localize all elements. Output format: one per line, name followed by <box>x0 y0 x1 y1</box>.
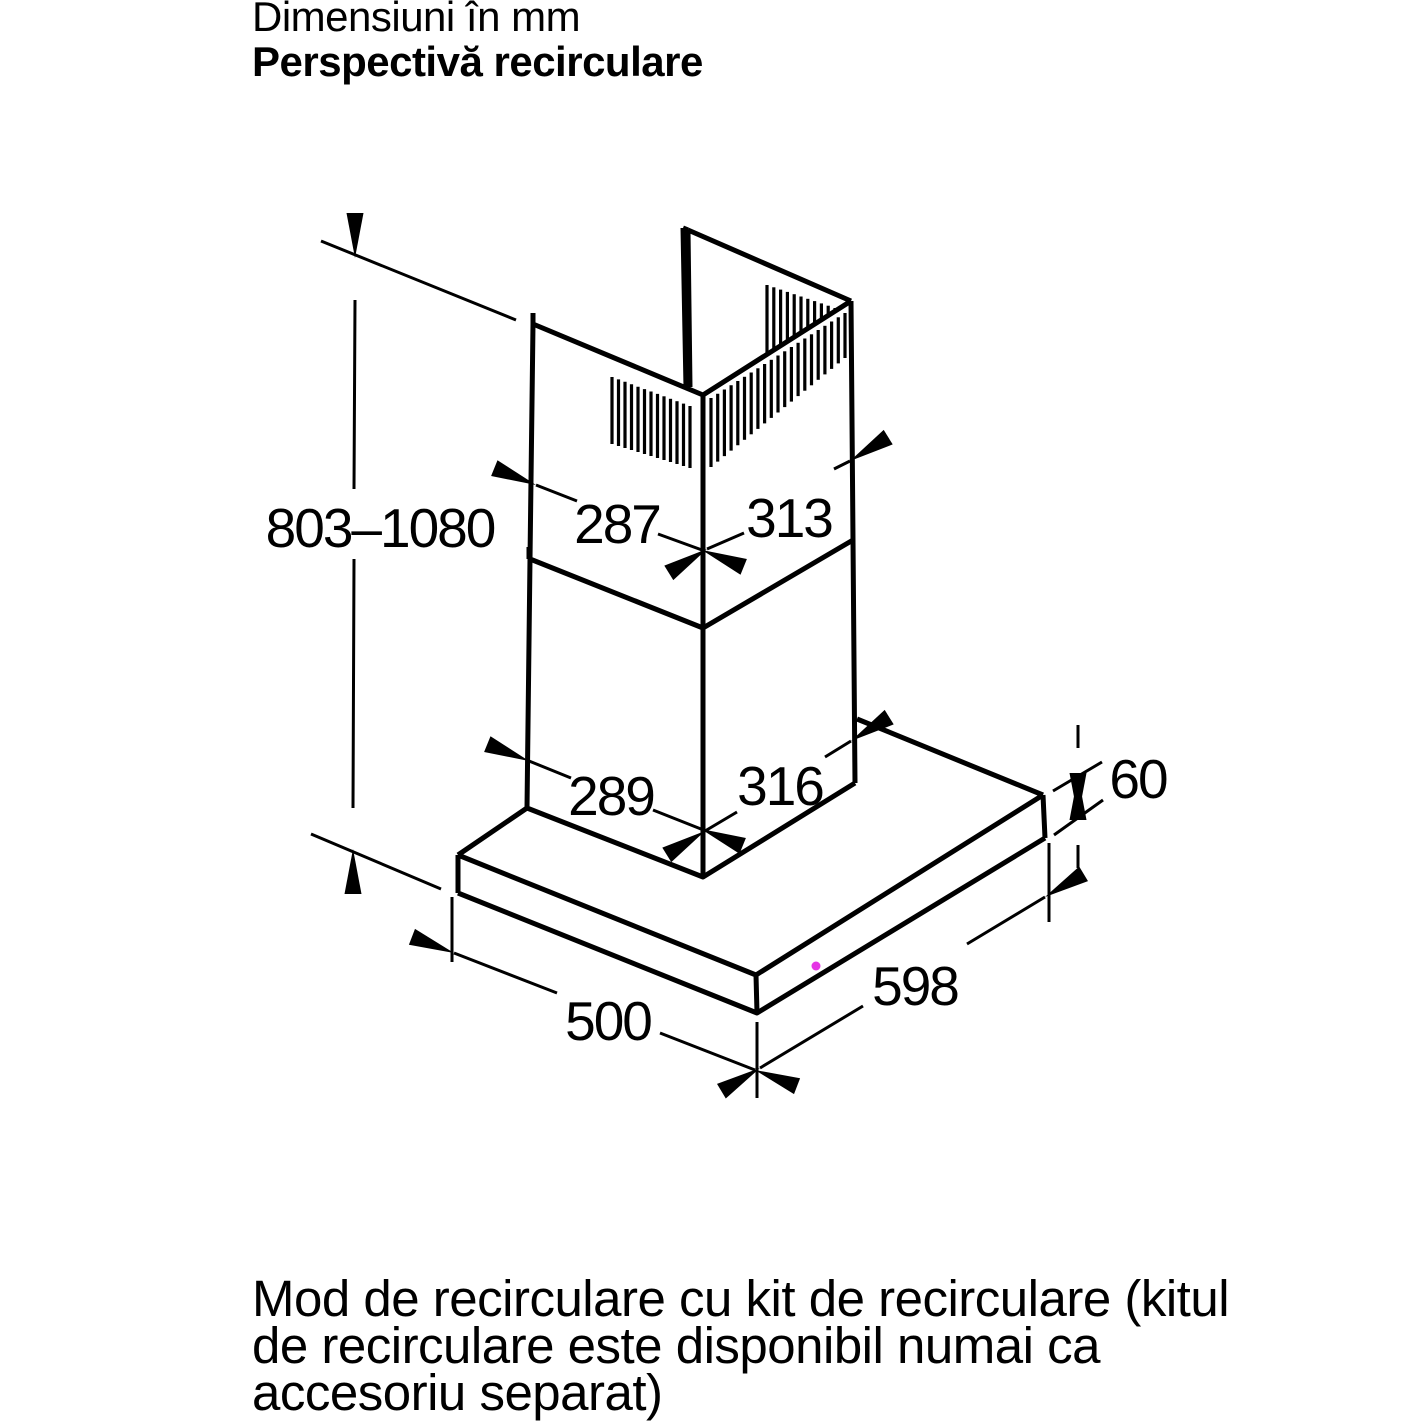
view-title: Perspectivă recirculare <box>252 38 703 85</box>
dim-body-thickness: 60 <box>1109 748 1167 810</box>
dim-upper-left: 287 <box>574 493 660 555</box>
dimension-arrowheads <box>345 213 1089 1099</box>
dim-upper-right: 313 <box>746 487 832 549</box>
dimension-lines <box>311 241 1103 1098</box>
units-note: Dimensiuni în mm <box>252 0 581 40</box>
caption-line: Mod de recirculare cu kit de recirculare (kitul <box>252 1270 1230 1327</box>
dim-lower-left: 289 <box>568 765 654 827</box>
caption-line: de recirculare este disponibil numai ca <box>252 1317 1100 1374</box>
dim-height-range: 803–1080 <box>265 497 495 559</box>
drawing-caption <box>252 1270 1230 1421</box>
marker-dot <box>812 962 821 971</box>
dim-lower-right: 316 <box>737 755 823 817</box>
dim-body-front-right: 598 <box>872 955 958 1017</box>
caption-line: accesoriu separat) <box>252 1364 663 1421</box>
dim-body-front-left: 500 <box>565 990 651 1052</box>
